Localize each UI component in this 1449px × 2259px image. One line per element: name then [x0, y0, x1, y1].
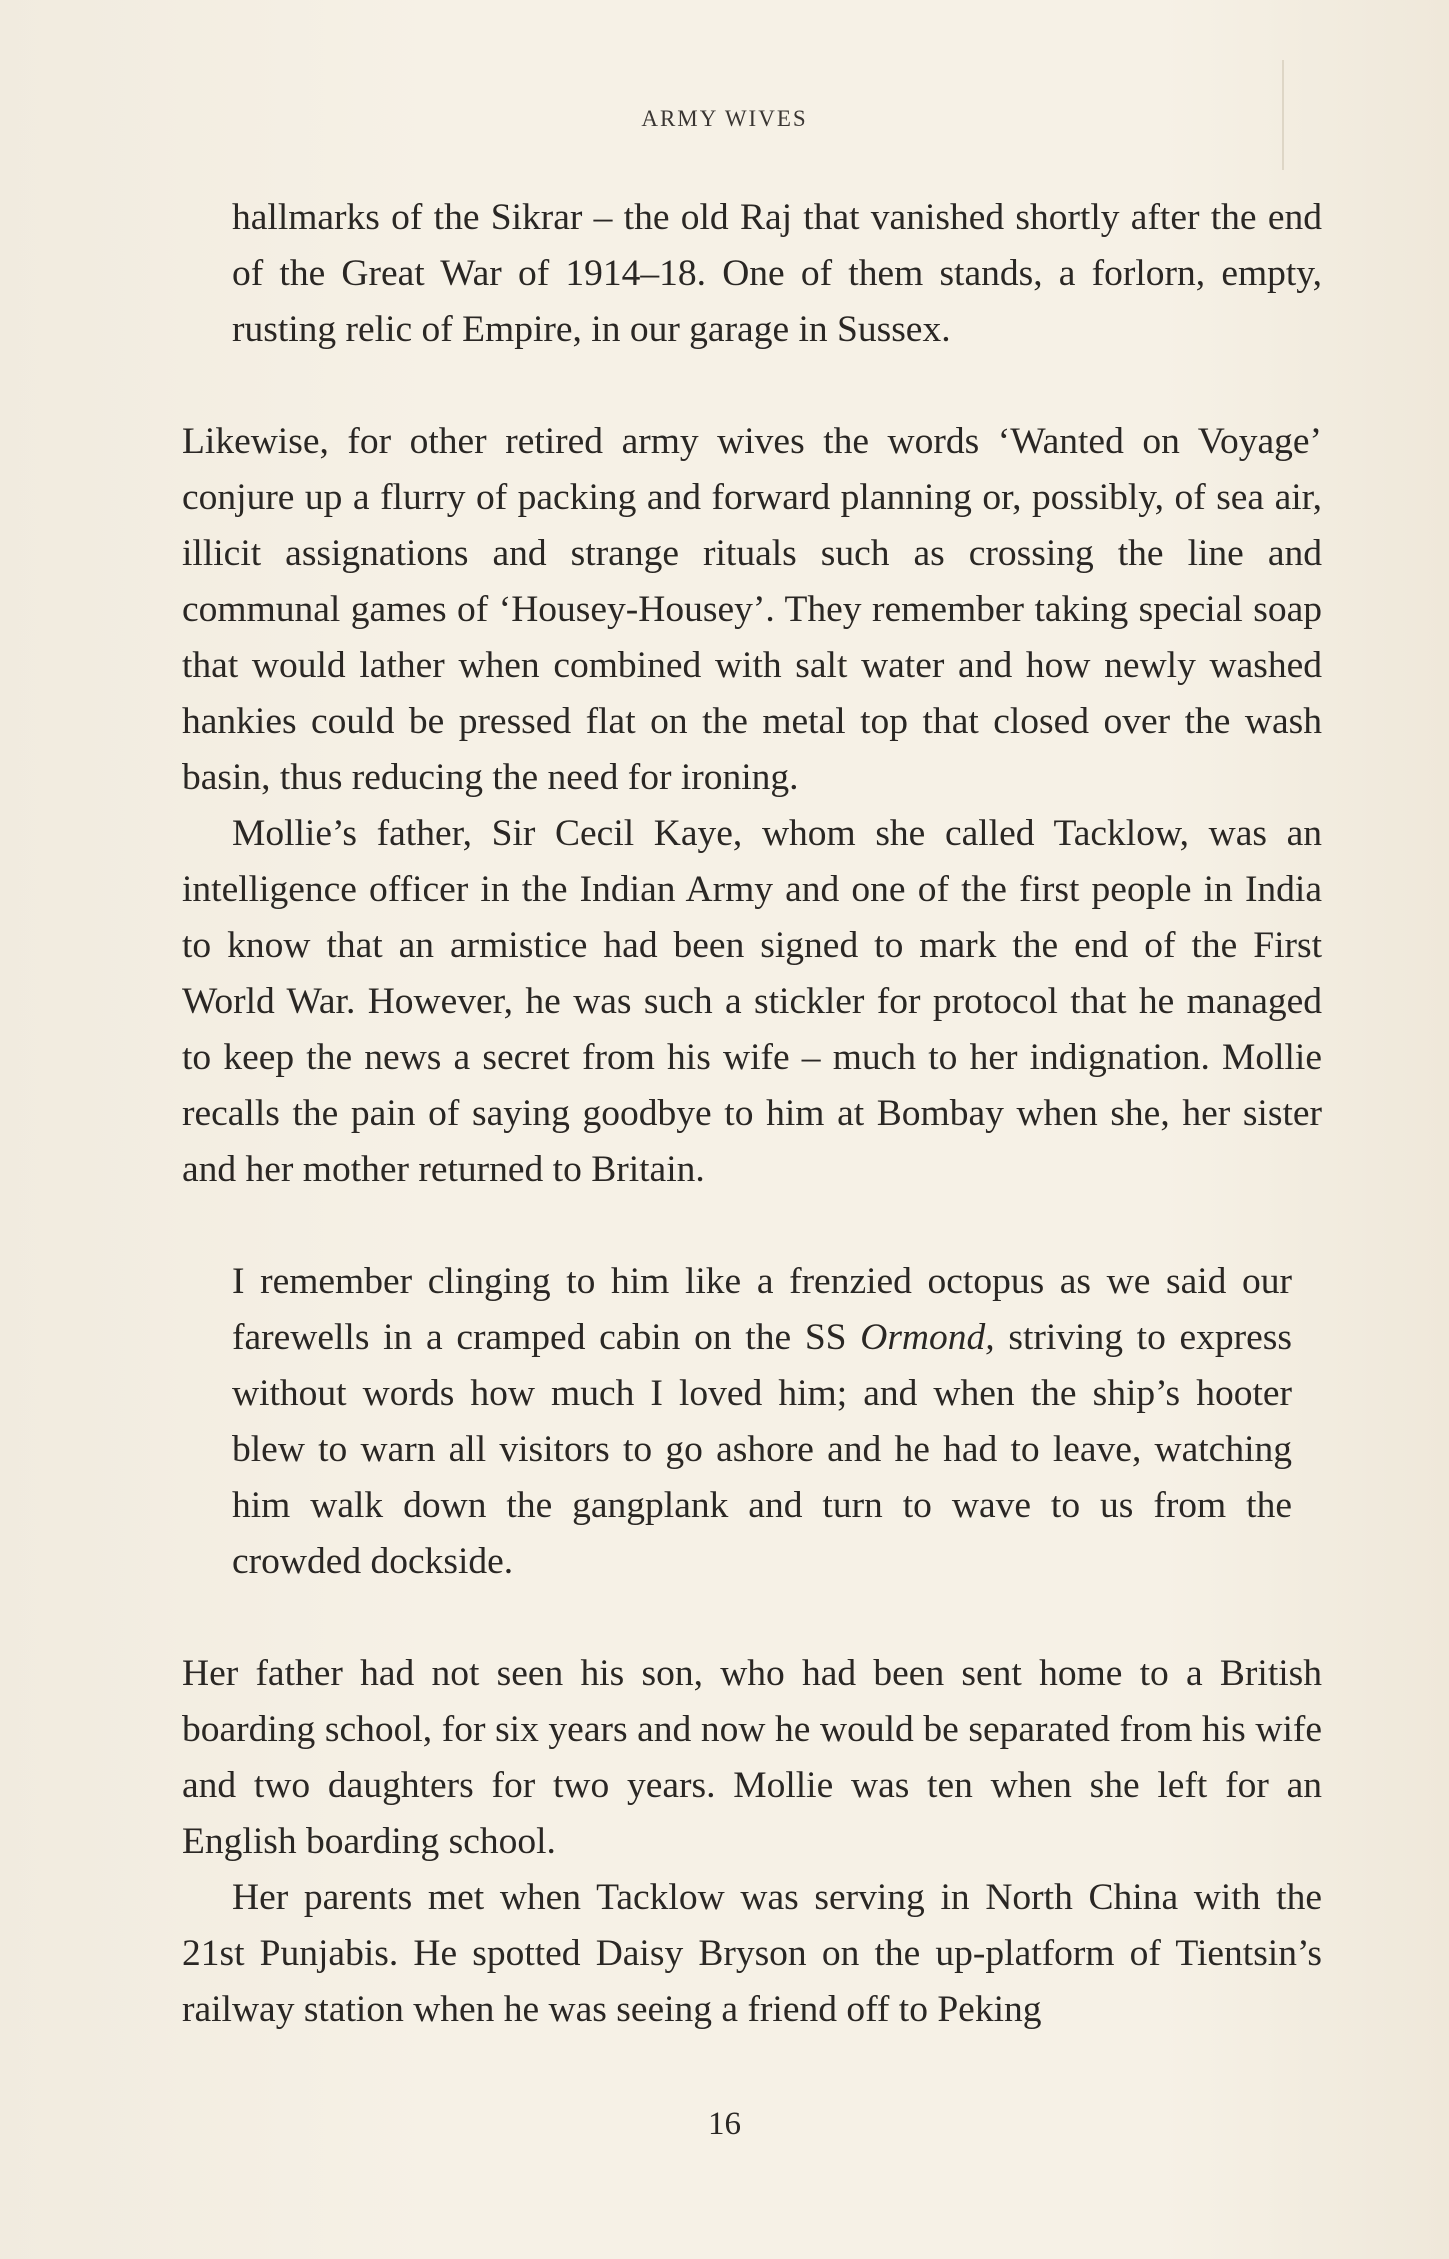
running-head: ARMY WIVES [641, 106, 808, 131]
quote-text-end: striving to express without words how much I loved him; and when the ship’s hooter blew to warn all visitors to go ashore and he had to leave, watching him walk down the gangplank and turn to wave to us from the crowded dockside. [232, 1317, 1292, 1582]
paragraph-wanted-on-voyage: Likewise, for other retired army wives the words ‘Wanted on Voyage’ conjure up a flurry of packing and forward planning or, possibly, of sea air, illicit assignations and strange rituals such as crossing the line and communal games of ‘Housey-Housey’. They remember taking special soap that would lather when combined with salt water and how newly washed hankies could be pressed flat on the metal top that closed over the wash basin, thus reducing the need for ironing. [182, 421, 1322, 798]
ship-name: Ormond, [860, 1317, 995, 1358]
quote-text-start: I remember clinging to him like a frenzied octopus as we said our farewells in a cramped cabin on the SS [232, 1261, 1292, 1358]
block-quote [182, 1254, 1322, 1590]
body-text [182, 190, 1322, 2038]
paragraph-continued: hallmarks of the Sikrar – the old Raj that vanished shortly after the end of the Great War of 1914–18. One of them stands, a forlorn, empty, rusting relic of Empire, in our garage in Sussex. [232, 197, 1322, 350]
page-number: 16 [708, 2106, 741, 2142]
paragraph-parents-met: Her parents met when Tacklow was serving in North China with the 21st Punjabis. He spotted Daisy Bryson on the up-platform of Tientsin’s railway station when he was seeing a friend off to Peking [182, 1877, 1322, 2030]
paragraph-mollies-father: Mollie’s father, Sir Cecil Kaye, whom she called Tacklow, was an intelligence officer in the Indian Army and one of the first people in India to know that an armistice had been signed to mark the end of the First World War. However, he was such a stickler for protocol that he managed to keep the news a secret from his wife – much to her indignation. Mollie recalls the pain of saying goodbye to him at Bombay when she, her sister and her mother returned to Britain. [182, 813, 1322, 1190]
paragraph-separation: Her father had not seen his son, who had been sent home to a British boarding school, for six years and now he would be separated from his wife and two daughters for two years. Mollie was ten when she left for an English boarding school. [182, 1653, 1322, 1862]
